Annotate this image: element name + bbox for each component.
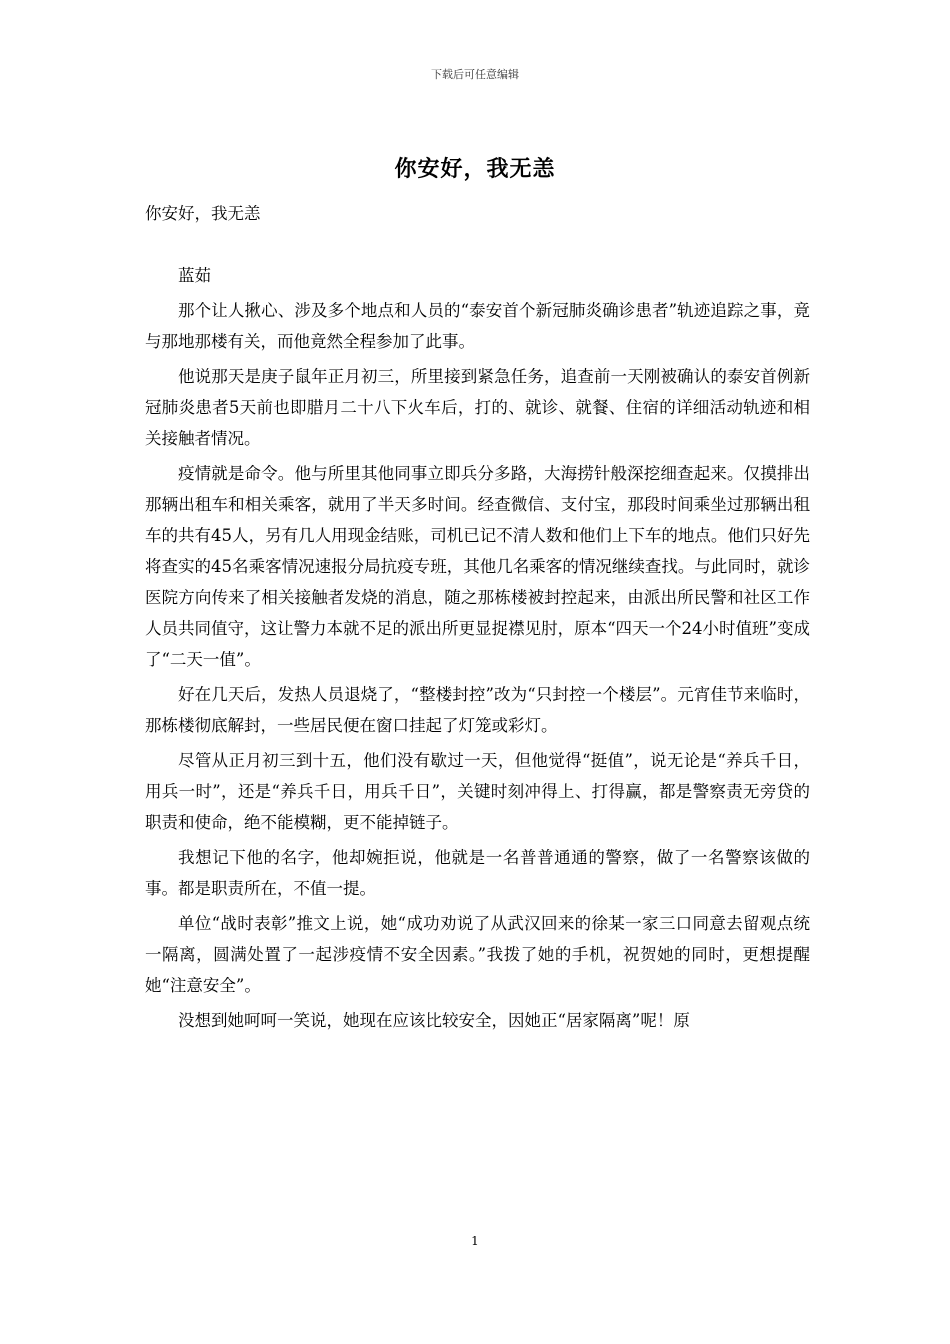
blank-line: [145, 229, 810, 260]
paragraph-2: 他说那天是庚子鼠年正月初三，所里接到紧急任务，追查前一天刚被确认的泰安首例新冠肺炎患者5天前也即腊月二十八下火车后，打的、就诊、就餐、住宿的详细活动轨迹和相关接触者情况。: [145, 367, 810, 448]
header-note: 下载后可任意编辑: [431, 68, 519, 81]
paragraph-4: 好在几天后，发热人员退烧了，“整楼封控”改为“只封控一个楼层”。元宵佳节来临时，那栋楼彻底解封，一些居民便在窗口挂起了灯笼或彩灯。: [145, 685, 810, 735]
document-title: 你安好，我无恙: [394, 156, 556, 182]
subtitle: 你安好，我无恙: [145, 204, 261, 223]
document-body: [145, 198, 810, 1036]
paragraph-6: 我想记下他的名字，他却婉拒说，他就是一名普普通通的警察，做了一名警察该做的事。都是职责所在，不值一提。: [145, 848, 810, 898]
paragraph-7: 单位“战时表彰”推文上说，她“成功劝说了从武汉回来的徐某一家三口同意去留观点统一隔离，圆满处置了一起涉疫情不安全因素。”我拨了她的手机，祝贺她的同时，更想提醒她“注意安全”。: [145, 914, 810, 995]
page-number: 1: [471, 1234, 479, 1248]
author: 蓝茹: [178, 266, 211, 285]
paragraph-1: 那个让人揪心、涉及多个地点和人员的“泰安首个新冠肺炎确诊患者”轨迹追踪之事，竟与那地那楼有关，而他竟然全程参加了此事。: [145, 301, 810, 351]
paragraph-3: 疫情就是命令。他与所里其他同事立即兵分多路，大海捞针般深挖细查起来。仅摸排出那辆出租车和相关乘客，就用了半天多时间。经查微信、支付宝，那段时间乘坐过那辆出租车的共有45人，另有几人用现金结账，司机已记不清人数和他们上下车的地点。他们只好先将查实的45名乘客情况速报分局抗疫专班，其他几名乘客的情况继续查找。与此同时，就诊医院方向传来了相关接触者发烧的消息，随之那栋楼被封控起来，由派出所民警和社区工作人员共同值守，这让警力本就不足的派出所更显捉襟见肘，原本“四天一个24小时值班”变成了“二天一值”。: [145, 464, 810, 669]
paragraph-5: 尽管从正月初三到十五，他们没有歇过一天，但他觉得“挺值”，说无论是“养兵千日，用兵一时”，还是“养兵千日，用兵千日”，关键时刻冲得上、打得赢，都是警察责无旁贷的职责和使命，绝不能模糊，更不能掉链子。: [145, 751, 810, 832]
paragraph-8: 没想到她呵呵一笑说，她现在应该比较安全，因她正“居家隔离”呢！原: [178, 1011, 690, 1030]
